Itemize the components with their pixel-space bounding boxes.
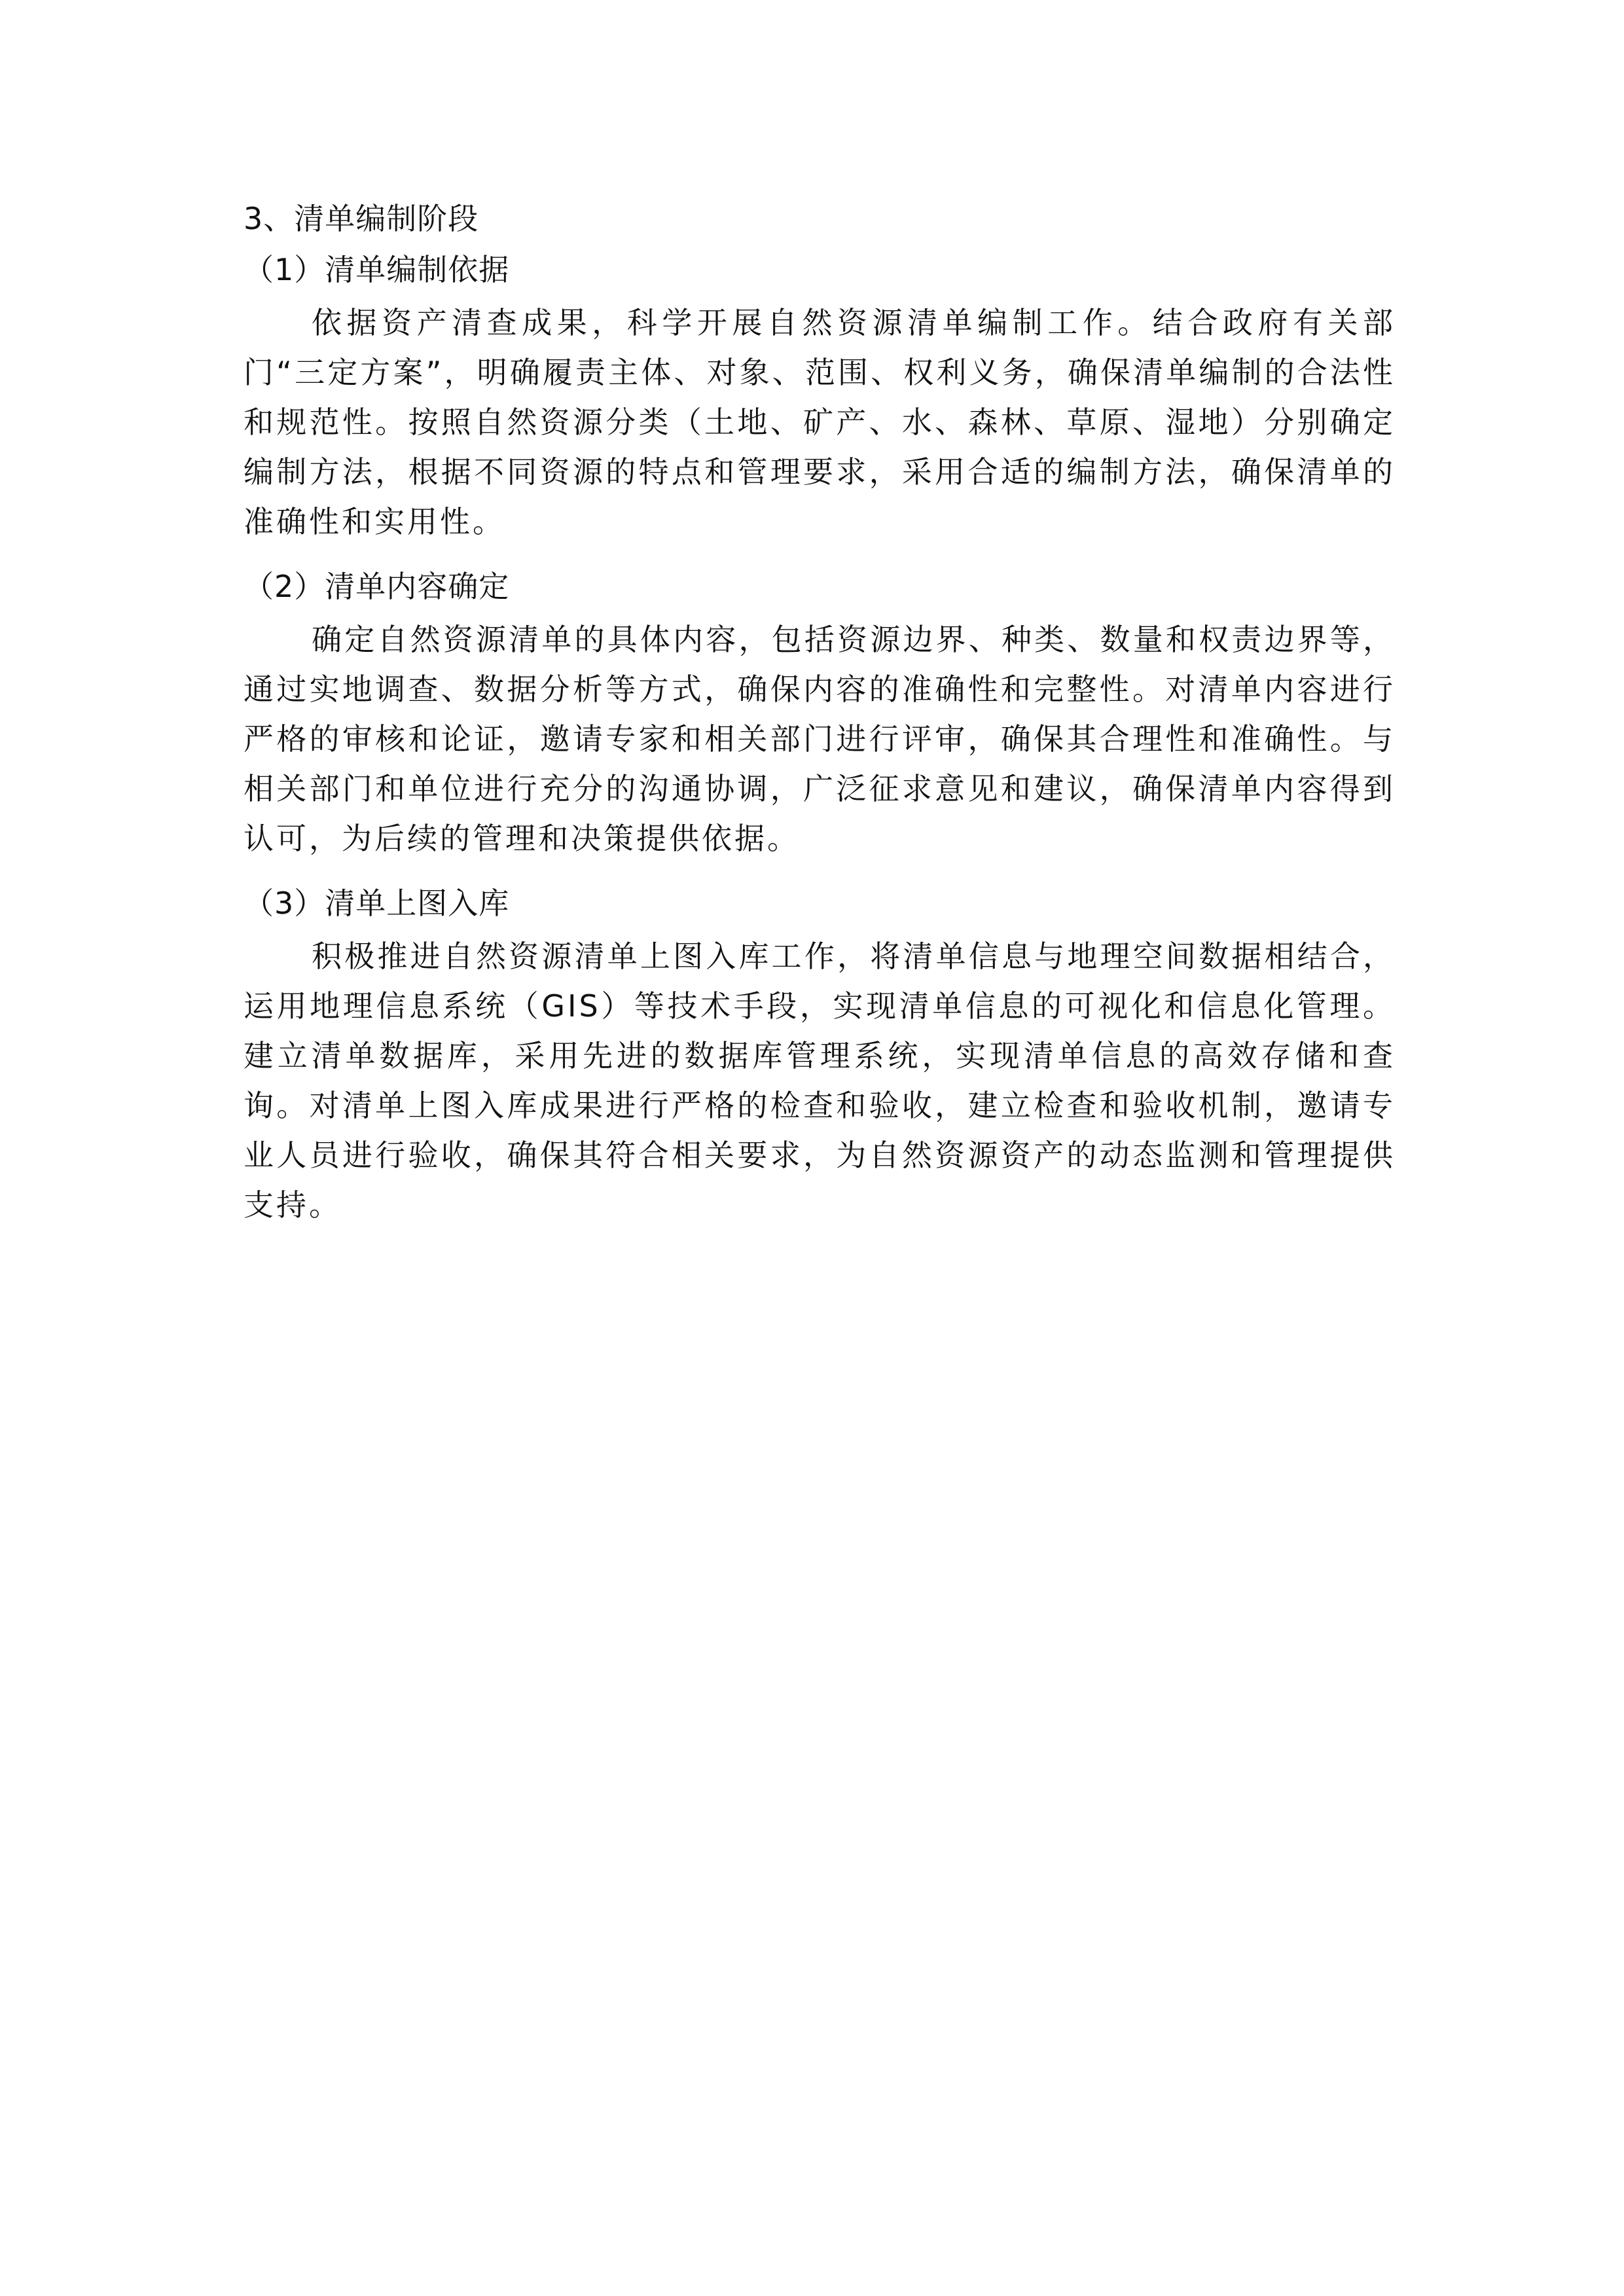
subsection-title-2: （2）清单内容确定 (244, 569, 510, 604)
subsection-body-1: 依据资产清查成果，科学开展自然资源清单编制工作。结合政府有关部门“三定方案”，明确履责主体、对象、范围、权利义务，确保清单编制的合法性和规范性。按照自然资源分类（土地、矿产、水、森林、草原、湿地）分别确定编制方法，根据不同资源的特点和管理要求，采用合适的编制方法，确保清单的准确性和实用性。 (244, 305, 1396, 539)
subsection-body-3: 积极推进自然资源清单上图入库工作，将清单信息与地理空间数据相结合，运用地理信息系统（GIS）等技术手段，实现清单信息的可视化和信息化管理。建立清单数据库，采用先进的数据库管理系统，实现清单信息的高效存储和查询。对清单上图入库成果进行严格的检查和验收，建立检查和验收机制，邀请专业人员进行验收，确保其符合相关要求，为自然资源资产的动态监测和管理提供支持。 (244, 939, 1396, 1223)
subsection-body-2: 确定自然资源清单的具体内容，包括资源边界、种类、数量和权责边界等，通过实地调查、数据分析等方式，确保内容的准确性和完整性。对清单内容进行严格的审核和论证，邀请专家和相关部门进行评审，确保其合理性和准确性。与相关部门和单位进行充分的沟通协调，广泛征求意见和建议，确保清单内容得到认可，为后续的管理和决策提供依据。 (244, 622, 1396, 856)
subsection-title-1: （1）清单编制依据 (244, 252, 510, 287)
section-title: 3、清单编制阶段 (244, 201, 479, 236)
document-content (244, 193, 1396, 1244)
subsection-title-3: （3）清单上图入库 (244, 886, 510, 921)
